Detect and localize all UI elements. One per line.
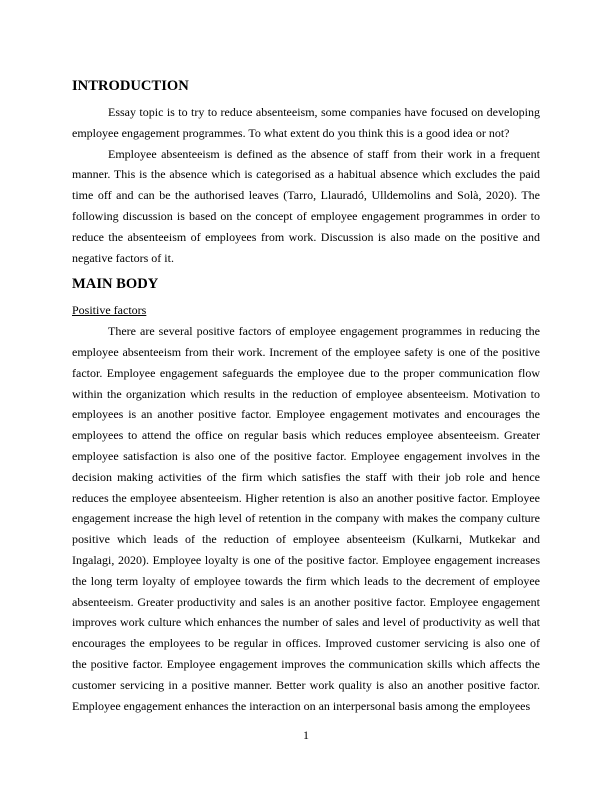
absenteeism-definition-paragraph: Employee absenteeism is defined as the absence of staff from their work in a frequent manner. This is the absence which is categorised as a habitual absence which excludes the paid time off and can be the authorised leaves (Tarro, Llauradó, Ulldemolins and Solà, 2020). The following discussion is based on the concept of employee engagement programmes in order to reduce the absenteeism of employees from work. Discussion is also made on the positive and negative factors of it. [72, 146, 540, 265]
main-body-heading: MAIN BODY [72, 276, 159, 293]
introduction-heading: INTRODUCTION [72, 78, 189, 94]
positive-factors-subheading: Positive factors [72, 303, 147, 318]
essay-topic-paragraph: Essay topic is to try to reduce absenteeism, some companies have focused on developing employee engagement programmes. To what extent do you think this is a good idea or not? [72, 105, 540, 140]
page-content [72, 68, 540, 716]
page-number: 1 [303, 728, 309, 742]
positive-factors-paragraph: There are several positive factors of employee engagement programmes in reducing the employee absenteeism from their work. Increment of the employee safety is one of the positive factor. Employee engagement safeguards the employee due to the proper communication flow within the organization which results in the reduction of employee absenteeism. Motivation to employees is an another positive factor. Employee engagement motivates and encourages the employees to attend the office on regular basis which reduces employee absenteeism. Greater employee satisfaction is also one of the positive factor. Employee engagement involves in the decision making activities of the firm which satisfies the staff with their job role and hence reduces the employee absenteeism. Higher retention is also an another positive factor. Employee engagement increase the high level of retention in the company with makes the company culture positive which leads of the reduction of employee absenteeism (Kulkarni, Mutkekar and Ingalagi, 2020). Employee loyalty is one of the positive factor. Employee engagement increases the long term loyalty of employee towards the firm which leads to the decrement of employee absenteeism. Greater productivity and sales is an another positive factor. Employee engagement improves work culture which enhances the number of sales and level of productivity as well that encourages the employees to be regular in offices. Improved customer servicing is also one of the positive factor. Employee engagement improves the communication skills which affects the customer servicing in a positive manner. Better work quality is also an another positive factor. Employee engagement enhances the interaction on an interpersonal basis among the employees [72, 324, 540, 713]
